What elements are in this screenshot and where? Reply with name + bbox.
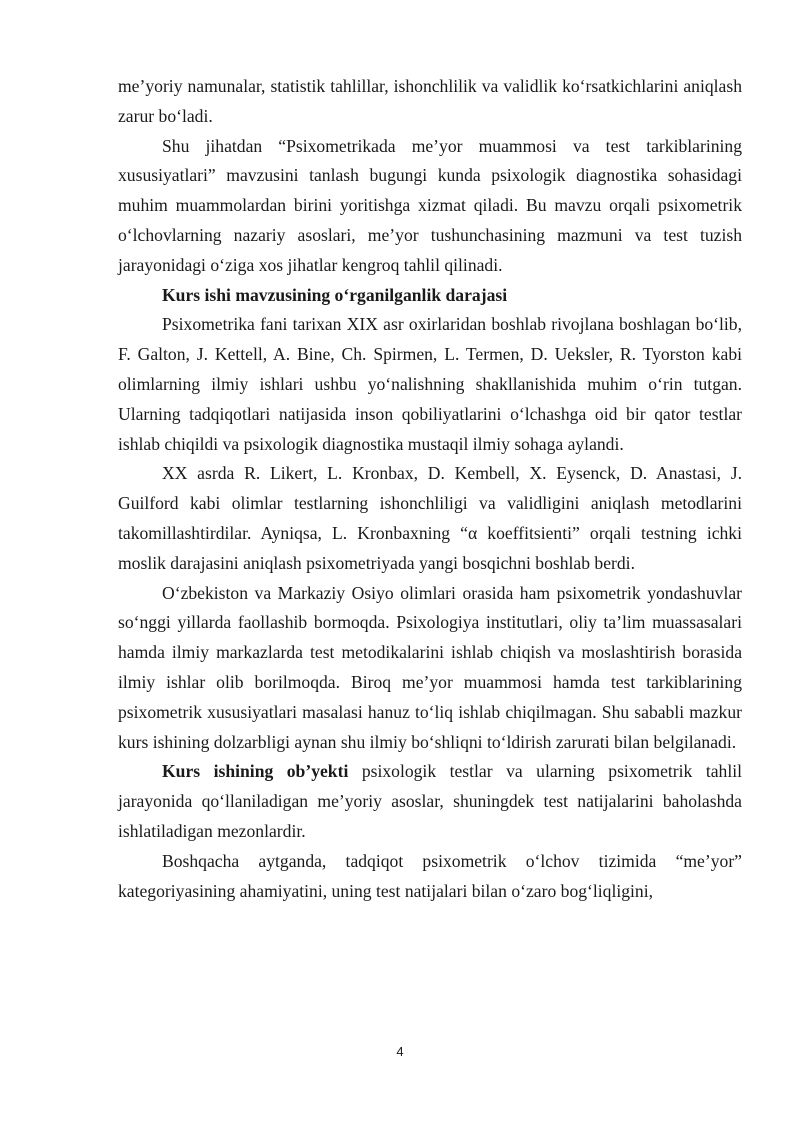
page-body	[118, 72, 742, 906]
paragraph-twentieth-century: XX asrda R. Likert, L. Kronbax, D. Kembell, X. Eysenck, D. Anastasi, J. Guilford kabi olimlar testlarning ishonchliligi va validligini aniqlash metodlarini takomillashtirdilar. Ayniqsa, L. Kronbaxning “α koeffitsienti” orqali testning ichki moslik darajasini aniqlash psixometriyada yangi bosqichni boshlab berdi.	[118, 463, 742, 573]
paragraph-research-object	[118, 757, 742, 846]
research-object-text: psixologik testlar va ularning psixometrik tahlil jarayonida qo‘llaniladigan me’yoriy asoslar, shuningdek test natijalarini baholashda ishlatiladigan mezonlardir.	[118, 761, 742, 841]
section-heading: Kurs ishi mavzusining o‘rganilganlik darajasi	[162, 284, 508, 305]
research-object-label: Kurs ishining ob’yekti	[162, 761, 349, 782]
paragraph-topic-choice: Shu jihatdan “Psixometrikada me’yor muammosi va test tarkiblarining xususiyatlari” mavzusini tanlash bugungi kunda psixologik diagnostika sohasidagi muhim muammolardan birini yoritishga xizmat qiladi. Bu mavzu orqali psixometrik o‘lchovlarning nazariy asoslari, me’yor tushunchasining mazmuni va test tuzish jarayonidagi o‘ziga xos jihatlar kengroq tahlil qilinadi.	[118, 135, 742, 275]
paragraph-uzbekistan: O‘zbekiston va Markaziy Osiyo olimlari orasida ham psixometrik yondashuvlar so‘nggi yillarda faollashib bormoqda. Psixologiya institutlari, oliy ta’lim muassasalari hamda ilmiy markazlarda test metodikalarini ishlab chiqish va moslashtirish borasida ilmiy ishlar olib borilmoqda. Biroq me’yor muammosi hamda test tarkiblarining psixometrik xususiyatlari masalasi hanuz to‘liq ishlab chiqilmagan. Shu sababli mazkur kurs ishining dolzarbligi aynan shu ilmiy bo‘shliqni to‘ldirish zarurati bilan belgilanadi.	[118, 582, 742, 752]
paragraph-continuation: me’yoriy namunalar, statistik tahlillar, ishonchlilik va validlik ko‘rsatkichlarini aniqlash zarur bo‘ladi.	[118, 76, 742, 126]
page-number: 4	[396, 1044, 404, 1059]
paragraph-history: Psixometrika fani tarixan XIX asr oxirlaridan boshlab rivojlana boshlagan bo‘lib, F. Galton, J. Kettell, A. Bine, Ch. Spirmen, L. Termen, D. Ueksler, R. Tyorston kabi olimlarning ilmiy ishlari ushbu yo‘nalishning shakllanishida muhim o‘rin tutgan. Ularning tadqiqotlari natijasida inson qobiliyatlarini o‘lchashga oid bir qator testlar ishlab chiqildi va psixologik diagnostika mustaqil ilmiy sohaga aylandi.	[118, 314, 742, 454]
paragraph-final: Boshqacha aytganda, tadqiqot psixometrik o‘lchov tizimida “me’yor” kategoriyasining ahamiyatini, uning test natijalari bilan o‘zaro bog‘liqligini,	[118, 850, 742, 901]
